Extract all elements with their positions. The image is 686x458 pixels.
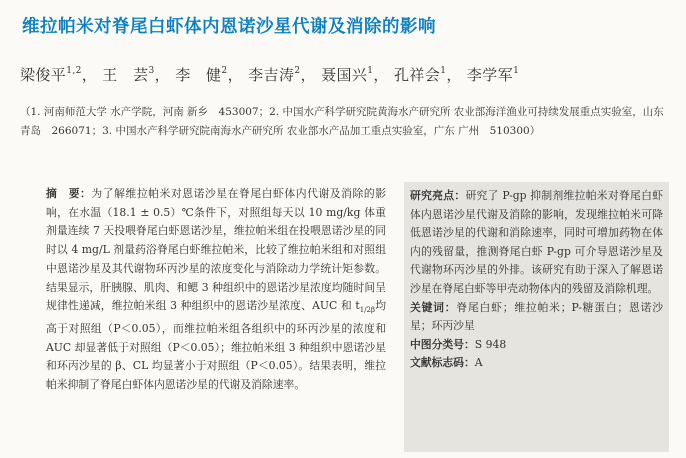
author-affiliation-mark: 3 <box>148 66 155 76</box>
author-name: 李吉涛 <box>248 66 295 84</box>
abstract-text: 为了解维拉帕米对恩诺沙星在脊尾白虾体内代谢及消除的影响，在水温（18.1 ± 0.5）℃条件下，对照组每天以 10 mg/kg 体重剂量连续 7 天投喂脊尾白虾恩诺沙星，维拉帕米组在投喂恩诺沙星的同时以 4 mg/L 剂量药浴脊尾白虾维拉帕米，比较了维拉帕米组和对照组中恩诺沙星及其代谢物环丙沙星的浓度变化与消除动力学统计矩参数。结果显示，肝胰腺、肌肉、和鳃 3 种组织中的恩诺沙星浓度均随时间呈规律性递减，维拉帕米组 3 种组织中的恩诺沙星浓度、AUC 和 t <box>46 187 387 313</box>
author-name: 聂国兴 <box>321 66 368 84</box>
affiliations: （1. 河南师范大学 水产学院，河南 新乡 453007；2. 中国水产科学研究院黄海水产研究所 农业部海洋渔业可持续发展重点实验室，山东 青岛 266071；3. 中国水产科学研究院南海水产研究所 农业部水产品加工重点实验室，广东 广州 510300） <box>20 106 664 137</box>
author-affiliation-mark: 1 <box>440 66 447 76</box>
highlights-box <box>404 182 669 452</box>
author-affiliation-mark: 1 <box>367 66 374 76</box>
author-name: 李 健 <box>175 66 222 84</box>
clc-label: 中图分类号： <box>410 337 475 351</box>
abstract <box>46 185 386 395</box>
author-name: 王 芸 <box>102 66 149 84</box>
keywords <box>410 299 663 336</box>
clc-number <box>410 336 663 355</box>
research-highlights <box>410 187 663 299</box>
abstract-label: 摘 要： <box>46 187 92 200</box>
abstract-text-continued: 均高于对照组（P＜0.05），而维拉帕米组各组织中的环丙沙星的浓度和 AUC 却显著低于对照组（P＜0.05）；维拉帕米组 3 种组织中恩诺沙星和环丙沙星的 β、CL 均显著小于对照组（P＜0.05）。结果表明，维拉帕米抑制了脊尾白虾体内恩诺沙星的代谢及消除速率。 <box>46 299 387 392</box>
doc-code-value: A <box>474 356 483 370</box>
author-name: 梁俊平 <box>20 66 67 84</box>
author-affiliation-mark: 1 <box>513 66 520 76</box>
highlights-label: 研究亮点： <box>410 189 466 202</box>
clc-value: S 948 <box>474 337 507 351</box>
doc-code-label: 文献标志码： <box>410 356 475 370</box>
author-name: 孔祥会 <box>393 66 441 84</box>
author-affiliation-mark: 2 <box>294 66 301 76</box>
document-code <box>410 354 663 373</box>
abstract-subscript: 1/2β <box>359 306 376 315</box>
author-name: 李学军 <box>466 66 514 84</box>
author-affiliation-mark: 2 <box>221 66 228 76</box>
author-list: 梁俊平$^{1,2}$， 王 芸$^3$， 李 健$^2$， 李吉涛$^2$， 聂国兴$^1$， 孔祥会$^1$， 李学军$^1$ <box>20 66 520 84</box>
article-title: 维拉帕米对脊尾白虾体内恩诺沙星代谢及消除的影响 <box>22 17 436 37</box>
keywords-text: 脊尾白虾；维拉帕米；P-糖蛋白；恩诺沙星；环丙沙星 <box>410 300 663 333</box>
author-affiliation-mark: 1,2 <box>66 66 82 76</box>
keywords-label: 关键词： <box>410 300 457 314</box>
highlights-text: 研究了 P-gp 抑制剂维拉帕米对脊尾白虾体内恩诺沙星代谢及消除的影响，发现维拉帕米可降低恩诺沙星的代谢和消除速率，同时可增加药物在体内的残留量，推测脊尾白虾 P-gp 可介导恩诺沙星及代谢物环丙沙星的外排。该研究有助于深入了解恩诺沙星在脊尾白虾等甲壳动物体内的残留及消除机理。 <box>410 189 664 295</box>
